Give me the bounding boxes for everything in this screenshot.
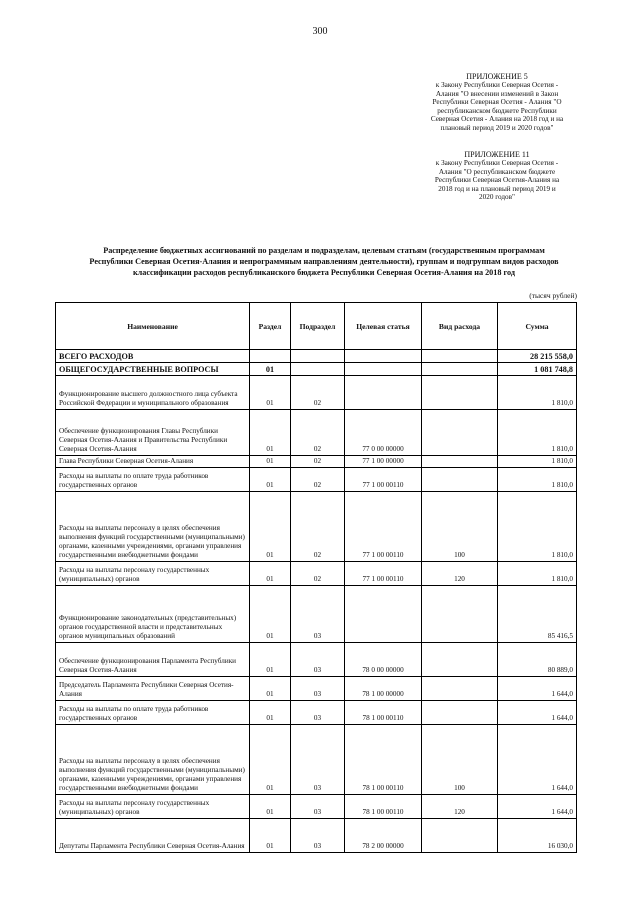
appendix-11-line: 2018 год и на плановый период 2019 и [438,184,556,193]
cell-amount: 1 644,0 [498,795,577,819]
cell-section: 01 [250,677,291,701]
table-row [56,795,577,819]
cell-expense-type [422,410,498,456]
cell-name: Расходы на выплаты по оплате труда работников государственных органов [56,468,250,492]
column-header-target: Целевая статья [345,303,422,350]
cell-amount: 1 644,0 [498,701,577,725]
cell-expense-type [422,468,498,492]
column-header-section: Раздел [250,303,291,350]
cell-name: Обеспечение функционирования Главы Республики Северная Осетия-Алания и Правительства Республики Северная Осетия-Алания [56,410,250,456]
cell-expense-type: 100 [422,492,498,562]
cell-section: 01 [250,819,291,853]
cell-amount: 16 030,0 [498,819,577,853]
cell-target: 77 0 00 00000 [345,410,422,456]
appendix-5-line: Алания "О внесении изменений в Закон [435,89,559,98]
cell-target: 77 1 00 00110 [345,492,422,562]
cell-section: 01 [250,562,291,586]
cell-amount: 1 810,0 [498,410,577,456]
cell-name: Расходы на выплаты по оплате труда работников государственных органов [56,701,250,725]
appendix-11-line: Республики Северная Осетия-Алания на [434,176,560,185]
column-header-amount: Сумма [498,303,577,350]
table-row [56,468,577,492]
cell-amount: 1 810,0 [498,468,577,492]
table-body [56,350,577,853]
cell-expense-type [422,701,498,725]
cell-name: Депутаты Парламента Республики Северная Осетия-Алания [56,819,250,853]
table-row [56,350,577,363]
cell-name: Председатель Парламента Республики Северная Осетия-Алания [56,677,250,701]
cell-expense-type [422,586,498,643]
cell-section: 01 [250,701,291,725]
table-row [56,643,577,677]
cell-section: 01 [250,456,291,468]
cell-subsection: 02 [291,410,345,456]
cell-section: 01 [250,376,291,410]
cell-section: 01 [250,410,291,456]
cell-target: 77 1 00 00000 [345,456,422,468]
cell-subsection [291,350,345,363]
cell-name: Обеспечение функционирования Парламента Республики Северная Осетия-Алания [56,643,250,677]
cell-target [345,363,422,376]
table-row [56,562,577,586]
cell-amount: 28 215 558,0 [498,350,577,363]
cell-section: 01 [250,468,291,492]
table-row [56,819,577,853]
appendix-11-heading: ПРИЛОЖЕНИЕ 11 [464,150,530,159]
table-row [56,492,577,562]
cell-section: 01 [250,643,291,677]
cell-name: Функционирование законодательных (представительных) органов государственной власти и представительных органов муниципальных образований [56,586,250,643]
appendix-11-line: к Закону Республики Северная Осетия - [435,159,559,167]
table-row [56,363,577,376]
cell-section: 01 [250,492,291,562]
appendix-5-line: Республики Северная Осетия - Алания "О [432,98,562,107]
cell-expense-type: 120 [422,562,498,586]
appendix-5-line: плановый период 2019 и 2020 годов" [440,123,554,132]
cell-name: ОБЩЕГОСУДАРСТВЕННЫЕ ВОПРОСЫ [56,363,250,376]
cell-subsection: 03 [291,586,345,643]
cell-target: 78 1 00 00110 [345,725,422,795]
title-line: классификации расходов республиканского бюджета Республики Северная Осетия-Алания на 2018 год [132,268,516,277]
cell-target [345,586,422,643]
cell-subsection: 03 [291,819,345,853]
table-row [56,725,577,795]
cell-subsection: 03 [291,725,345,795]
cell-amount: 1 081 748,8 [498,363,577,376]
cell-target: 78 1 00 00110 [345,795,422,819]
cell-subsection: 02 [291,456,345,468]
cell-target: 78 0 00 00000 [345,643,422,677]
appendix-5-line: Северная Осетия - Алания на 2018 год и на [430,115,564,124]
cell-expense-type: 120 [422,795,498,819]
cell-subsection: 03 [291,795,345,819]
cell-expense-type [422,677,498,701]
cell-amount: 1 810,0 [498,376,577,410]
appendix-5-line: к Закону Республики Северная Осетия - [435,81,559,89]
cell-amount: 80 889,0 [498,643,577,677]
table-header-row [56,303,577,350]
cell-name: ВСЕГО РАСХОДОВ [56,350,250,363]
cell-subsection: 02 [291,468,345,492]
table-row [56,376,577,410]
document-title [60,245,588,278]
cell-section: 01 [250,586,291,643]
appendix-11-line: Алания "О республиканском бюджете [438,167,556,176]
cell-subsection: 03 [291,677,345,701]
cell-subsection: 02 [291,376,345,410]
cell-expense-type [422,363,498,376]
cell-name: Расходы на выплаты персоналу в целях обеспечения выполнения функций государственными (муниципальными) органами, казенными учреждениями, органами управления государственными внебюджетными фондами [56,725,250,795]
cell-target: 78 2 00 00000 [345,819,422,853]
page-number: 300 [312,26,328,37]
appendix-5-heading: ПРИЛОЖЕНИЕ 5 [466,72,528,81]
cell-target: 77 1 00 00110 [345,468,422,492]
appendix-5-block [417,72,577,133]
table-row [56,586,577,643]
cell-section [250,350,291,363]
cell-target: 78 1 00 00000 [345,677,422,701]
cell-subsection: 03 [291,701,345,725]
title-line: Республики Северная Осетия-Алания и непрограммным направлениям деятельности), группам и подгруппам видов расходов [89,257,559,266]
units-label: (тысяч рублей) [529,291,577,300]
cell-target [345,376,422,410]
cell-section: 01 [250,725,291,795]
table-row [56,677,577,701]
cell-expense-type [422,819,498,853]
cell-section: 01 [250,795,291,819]
cell-name: Глава Республики Северная Осетия-Алания [56,456,250,468]
cell-subsection [291,363,345,376]
cell-subsection: 02 [291,492,345,562]
column-header-name: Наименование [56,303,250,350]
cell-name: Функционирование высшего должностного лица субъекта Российской Федерации и муниципального образования [56,376,250,410]
cell-amount: 85 416,5 [498,586,577,643]
cell-expense-type [422,350,498,363]
appendix-11-line: 2020 годов" [479,193,515,202]
cell-name: Расходы на выплаты персоналу государственных (муниципальных) органов [56,795,250,819]
cell-amount: 1 810,0 [498,492,577,562]
cell-name: Расходы на выплаты персоналу в целях обеспечения выполнения функций государственными (муниципальными) органами, казенными учреждениями, органами управления государственными внебюджетными фондами [56,492,250,562]
cell-subsection: 02 [291,562,345,586]
table-row [56,701,577,725]
budget-table [55,302,577,853]
cell-expense-type [422,456,498,468]
column-header-expense-type: Вид расхода [422,303,498,350]
cell-amount: 1 810,0 [498,562,577,586]
title-line: Распределение бюджетных ассигнований по разделам и подразделам, целевым статьям (государственным программам [103,246,545,255]
cell-expense-type [422,643,498,677]
cell-expense-type: 100 [422,725,498,795]
cell-expense-type [422,376,498,410]
cell-target [345,350,422,363]
cell-target: 77 1 00 00110 [345,562,422,586]
appendix-11-block [417,150,577,202]
cell-amount: 1 644,0 [498,725,577,795]
cell-section: 01 [250,363,291,376]
column-header-subsection: Подраздел [291,303,345,350]
cell-target: 78 1 00 00110 [345,701,422,725]
cell-subsection: 03 [291,643,345,677]
cell-name: Расходы на выплаты персоналу государственных (муниципальных) органов [56,562,250,586]
cell-amount: 1 644,0 [498,677,577,701]
cell-amount: 1 810,0 [498,456,577,468]
table-row [56,410,577,456]
table-row [56,456,577,468]
appendix-5-line: республиканском бюджете Республики [437,106,557,115]
